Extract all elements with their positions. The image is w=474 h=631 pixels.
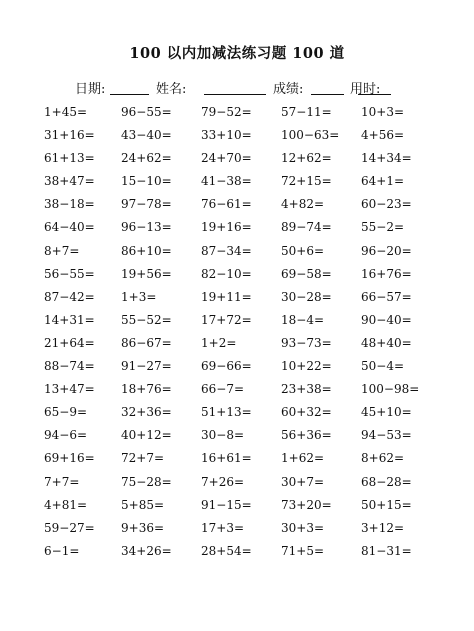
problem-cell: 88−74= bbox=[44, 359, 95, 374]
problem-cell: 79−52= bbox=[201, 105, 252, 119]
problem-cell: 6−1= bbox=[44, 543, 80, 558]
problem-cell: 19+16= bbox=[201, 220, 252, 235]
problem-cell: 86−67= bbox=[121, 335, 172, 350]
problem-cell: 50+6= bbox=[281, 243, 325, 258]
problem-cell: 81−31= bbox=[361, 543, 412, 558]
problem-cell: 17+3= bbox=[201, 520, 245, 535]
problem-cell: 55−2= bbox=[361, 220, 405, 235]
problem-cell: 69+16= bbox=[44, 451, 95, 466]
problem-cell: 91−27= bbox=[121, 359, 172, 374]
score-label: 成绩: bbox=[273, 82, 304, 97]
problem-cell: 15−10= bbox=[121, 174, 172, 189]
problem-cell: 7+26= bbox=[201, 474, 245, 489]
problem-cell: 100−98= bbox=[361, 382, 420, 397]
problem-cell: 64−40= bbox=[44, 220, 95, 235]
time-blank[interactable] bbox=[358, 94, 391, 95]
problem-row bbox=[0, 427, 474, 450]
problem-cell: 69−66= bbox=[201, 359, 252, 374]
problem-row bbox=[0, 358, 474, 381]
problem-cell: 17+72= bbox=[201, 312, 252, 327]
problem-cell: 13+47= bbox=[44, 382, 95, 397]
problem-cell: 4+56= bbox=[361, 128, 405, 143]
problem-row bbox=[0, 289, 474, 312]
problem-cell: 96−20= bbox=[361, 243, 412, 258]
problem-cell: 5+85= bbox=[121, 497, 165, 512]
problem-cell: 30+3= bbox=[281, 520, 325, 535]
problem-row bbox=[0, 127, 474, 150]
problem-row bbox=[0, 150, 474, 173]
score-blank[interactable] bbox=[311, 94, 344, 95]
problem-cell: 93−73= bbox=[281, 335, 332, 350]
problem-row bbox=[0, 520, 474, 543]
problem-cell: 10+3= bbox=[361, 105, 405, 119]
problem-row bbox=[0, 312, 474, 335]
problem-cell: 3+12= bbox=[361, 520, 405, 535]
problem-cell: 100−63= bbox=[281, 128, 340, 143]
problem-cell: 86+10= bbox=[121, 243, 172, 258]
problem-cell: 65−9= bbox=[44, 405, 88, 420]
problem-cell: 33+10= bbox=[201, 128, 252, 143]
problem-row bbox=[0, 497, 474, 520]
problem-cell: 24+70= bbox=[201, 151, 252, 166]
problem-cell: 16+61= bbox=[201, 451, 252, 466]
problem-cell: 19+56= bbox=[121, 266, 172, 281]
problem-cell: 50−4= bbox=[361, 359, 405, 374]
problem-cell: 87−42= bbox=[44, 289, 95, 304]
problem-cell: 64+1= bbox=[361, 174, 405, 189]
problem-cell: 60−23= bbox=[361, 197, 412, 212]
problem-cell: 60+32= bbox=[281, 405, 332, 420]
problem-cell: 1+2= bbox=[201, 335, 237, 350]
problem-cell: 94−6= bbox=[44, 428, 88, 443]
date-blank[interactable] bbox=[110, 94, 149, 95]
problem-cell: 18+76= bbox=[121, 382, 172, 397]
problem-cell: 18−4= bbox=[281, 312, 325, 327]
problem-cell: 87−34= bbox=[201, 243, 252, 258]
problem-cell: 51+13= bbox=[201, 405, 252, 420]
problem-cell: 30−28= bbox=[281, 289, 332, 304]
problem-cell: 66−7= bbox=[201, 382, 245, 397]
problem-cell: 82−10= bbox=[201, 266, 252, 281]
problem-cell: 4+81= bbox=[44, 497, 88, 512]
problem-cell: 94−53= bbox=[361, 428, 412, 443]
problem-cell: 90−40= bbox=[361, 312, 412, 327]
problem-cell: 57−11= bbox=[281, 105, 332, 119]
problem-row bbox=[0, 219, 474, 242]
problem-cell: 72+15= bbox=[281, 174, 332, 189]
problem-row bbox=[0, 543, 474, 566]
problem-cell: 76−61= bbox=[201, 197, 252, 212]
problem-row bbox=[0, 450, 474, 473]
problem-cell: 69−58= bbox=[281, 266, 332, 281]
problem-row bbox=[0, 104, 474, 127]
problem-row bbox=[0, 243, 474, 266]
problem-cell: 4+82= bbox=[281, 197, 325, 212]
problem-cell: 38+47= bbox=[44, 174, 95, 189]
problem-cell: 14+34= bbox=[361, 151, 412, 166]
problem-cell: 34+26= bbox=[121, 543, 172, 558]
problem-cell: 40+12= bbox=[121, 428, 172, 443]
problem-cell: 19+11= bbox=[201, 289, 252, 304]
problem-cell: 89−74= bbox=[281, 220, 332, 235]
problem-row bbox=[0, 404, 474, 427]
problem-cell: 16+76= bbox=[361, 266, 412, 281]
problem-cell: 50+15= bbox=[361, 497, 412, 512]
problem-cell: 38−18= bbox=[44, 197, 95, 212]
problem-cell: 96−55= bbox=[121, 105, 172, 119]
problem-cell: 23+38= bbox=[281, 382, 332, 397]
problem-cell: 14+31= bbox=[44, 312, 95, 327]
problem-cell: 61+13= bbox=[44, 151, 95, 166]
problem-cell: 45+10= bbox=[361, 405, 412, 420]
problem-cell: 72+7= bbox=[121, 451, 165, 466]
problem-cell: 30+7= bbox=[281, 474, 325, 489]
problem-cell: 1+45= bbox=[44, 105, 88, 119]
problem-row bbox=[0, 335, 474, 358]
problem-cell: 9+36= bbox=[121, 520, 165, 535]
problem-row bbox=[0, 173, 474, 196]
problem-row bbox=[0, 196, 474, 219]
problem-cell: 68−28= bbox=[361, 474, 412, 489]
worksheet-title: 100 以内加减法练习题 100 道 bbox=[129, 45, 345, 62]
problem-cell: 97−78= bbox=[121, 197, 172, 212]
problem-cell: 91−15= bbox=[201, 497, 252, 512]
problem-cell: 56+36= bbox=[281, 428, 332, 443]
problem-cell: 66−57= bbox=[361, 289, 412, 304]
problem-cell: 28+54= bbox=[201, 543, 252, 558]
problem-cell: 8+62= bbox=[361, 451, 405, 466]
name-blank[interactable] bbox=[204, 94, 266, 95]
problem-cell: 43−40= bbox=[121, 128, 172, 143]
problem-cell: 41−38= bbox=[201, 174, 252, 189]
problem-cell: 1+62= bbox=[281, 451, 325, 466]
problem-cell: 21+64= bbox=[44, 335, 95, 350]
problem-cell: 8+7= bbox=[44, 243, 80, 258]
problem-row bbox=[0, 266, 474, 289]
problem-cell: 59−27= bbox=[44, 520, 95, 535]
problem-row bbox=[0, 474, 474, 497]
problem-cell: 75−28= bbox=[121, 474, 172, 489]
problem-cell: 24+62= bbox=[121, 151, 172, 166]
problem-cell: 56−55= bbox=[44, 266, 95, 281]
problem-cell: 71+5= bbox=[281, 543, 325, 558]
problem-row bbox=[0, 381, 474, 404]
problem-cell: 48+40= bbox=[361, 335, 412, 350]
problem-cell: 10+22= bbox=[281, 359, 332, 374]
time-label: 用时: bbox=[350, 82, 381, 97]
problem-cell: 12+62= bbox=[281, 151, 332, 166]
problem-cell: 7+7= bbox=[44, 474, 80, 489]
problem-cell: 96−13= bbox=[121, 220, 172, 235]
problem-grid bbox=[0, 104, 474, 566]
problem-cell: 1+3= bbox=[121, 289, 157, 304]
date-label: 日期: bbox=[75, 82, 106, 97]
name-label: 姓名: bbox=[156, 82, 187, 97]
problem-cell: 55−52= bbox=[121, 312, 172, 327]
problem-cell: 32+36= bbox=[121, 405, 172, 420]
problem-cell: 31+16= bbox=[44, 128, 95, 143]
problem-cell: 30−8= bbox=[201, 428, 245, 443]
problem-cell: 73+20= bbox=[281, 497, 332, 512]
